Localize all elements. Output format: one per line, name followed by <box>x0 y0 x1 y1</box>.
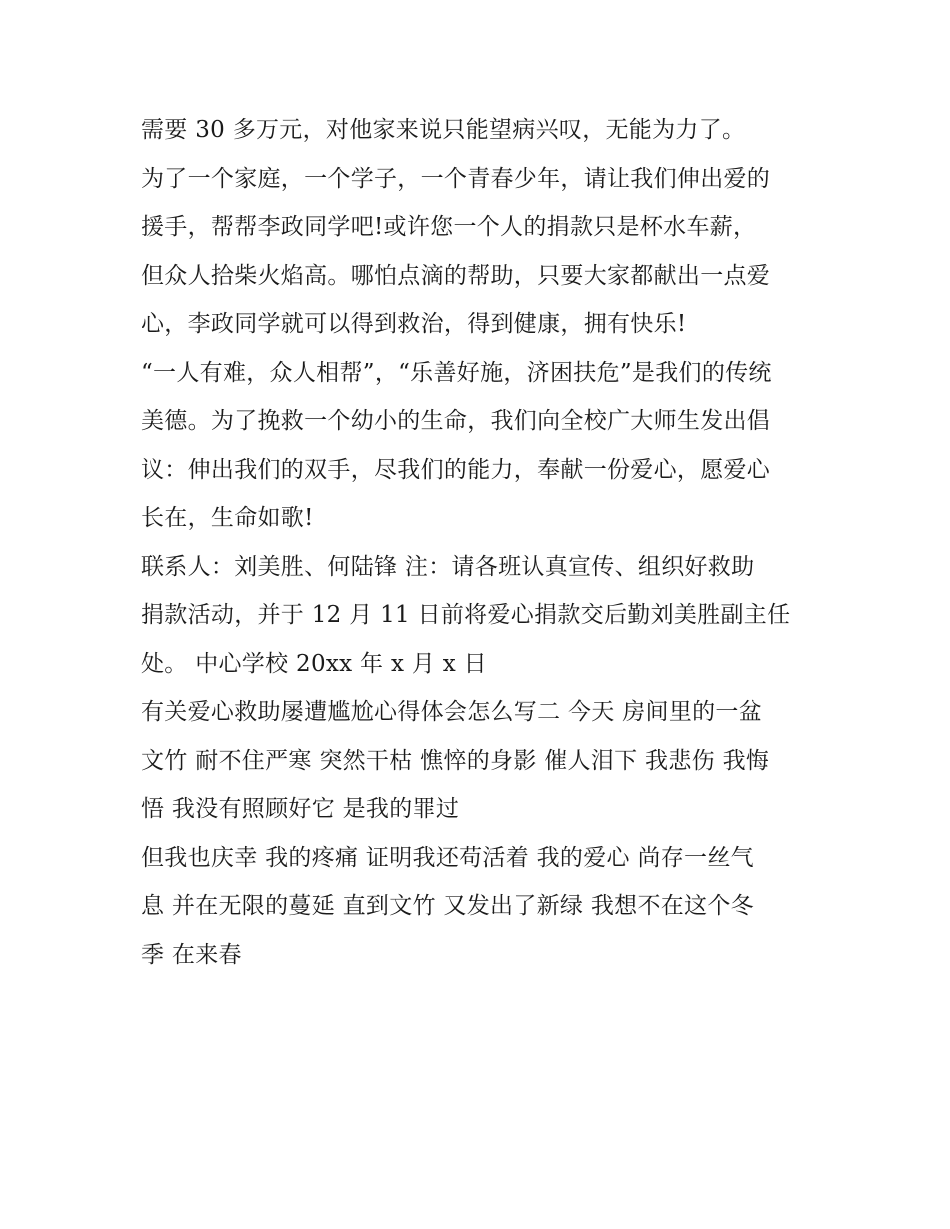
text-line-16: 但我也庆幸 我的疼痛 证明我还苟活着 我的爱心 尚存一丝气 <box>141 844 754 871</box>
text-line-17: 息 并在无限的蔓延 直到文竹 又发出了新绿 我想不在这个冬 <box>141 893 754 919</box>
text-line-13: 有关爱心救助屡遭尴尬心得体会怎么写二 今天 房间里的一盆 <box>141 699 763 725</box>
text-line-10: 联系人：刘美胜、何陆锋 注：请各班认真宣传、组织好救助 <box>141 553 755 580</box>
text-line-6: “一人有难，众人相帮”，“乐善好施，济困扶危”是我们的传统 <box>141 359 772 386</box>
text-line-15: 悟 我没有照顾好它 是我的罪过 <box>141 796 460 822</box>
text-line-12: 处。 中心学校 20xx 年 x 月 x 日 <box>141 650 487 677</box>
text-line-5: 心，李政同学就可以得到救治，得到健康，拥有快乐! <box>141 311 687 337</box>
text-line-11: 捐款活动，并于 12 月 11 日前将爱心捐款交后勤刘美胜副主任 <box>141 602 791 628</box>
text-line-14: 文竹 耐不住严寒 突然干枯 憔悴的身影 催人泪下 我悲伤 我悔 <box>141 747 770 774</box>
text-line-3: 援手，帮帮李政同学吧!或许您一个人的捐款只是杯水车薪， <box>141 214 757 240</box>
text-line-7: 美德。为了挽救一个幼小的生命，我们向全校广大师生发出倡 <box>141 408 771 434</box>
text-line-1: 需要 30 多万元，对他家来说只能望病兴叹，无能为力了。 <box>141 117 746 143</box>
text-line-9: 长在，生命如歌! <box>141 505 314 531</box>
text-line-18: 季 在来春 <box>141 941 242 968</box>
text-line-4: 但众人拾柴火焰高。哪怕点滴的帮助，只要大家都献出一点爱 <box>141 262 771 289</box>
text-line-2: 为了一个家庭，一个学子，一个青春少年，请让我们伸出爱的 <box>141 165 771 192</box>
document-body <box>141 106 821 979</box>
text-line-8: 议：伸出我们的双手，尽我们的能力，奉献一份爱心，愿爱心 <box>141 456 771 483</box>
